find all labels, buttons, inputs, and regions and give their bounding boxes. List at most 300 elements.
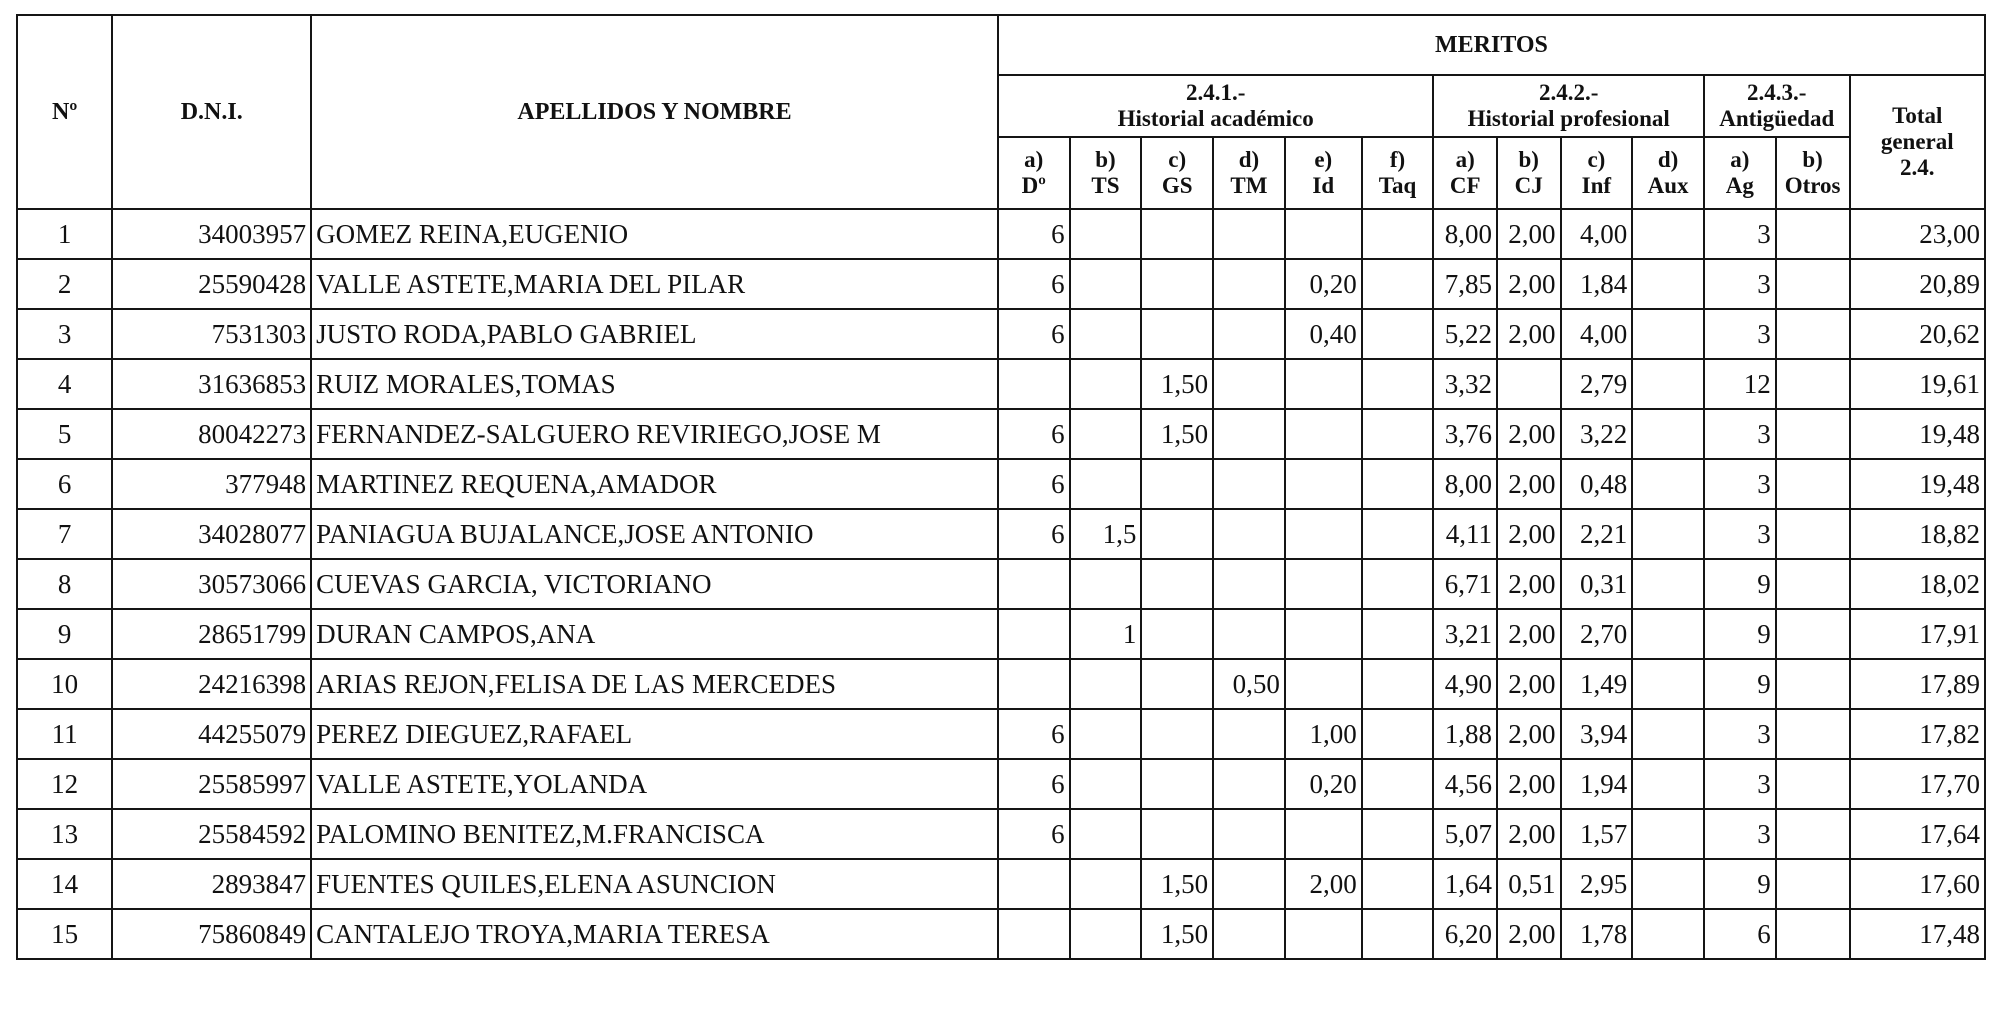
table-row	[17, 909, 1985, 959]
table-row	[17, 459, 1985, 509]
row-score-cell	[1362, 459, 1434, 509]
header-historial-profesional	[1433, 75, 1704, 137]
row-score-cell: 0,20	[1285, 259, 1362, 309]
row-number: 10	[17, 659, 112, 709]
header-meritos: MERITOS	[998, 15, 1985, 75]
column-header-abbr: Id	[1312, 173, 1335, 198]
row-score-cell	[1776, 209, 1850, 259]
row-score-cell: 1,50	[1141, 859, 1213, 909]
row-total: 17,89	[1850, 659, 1985, 709]
row-score-cell	[1213, 559, 1285, 609]
row-score-cell: 2,79	[1561, 359, 1633, 409]
column-header-letter: d)	[1238, 147, 1260, 173]
row-score-cell	[1362, 359, 1434, 409]
table-row	[17, 609, 1985, 659]
row-score-cell	[998, 659, 1070, 709]
row-score-cell: 6	[998, 409, 1070, 459]
row-score-cell: 0,31	[1561, 559, 1633, 609]
row-score-cell: 2,00	[1497, 709, 1561, 759]
row-score-cell	[1213, 509, 1285, 559]
row-score-cell	[1362, 209, 1434, 259]
row-score-cell	[1362, 909, 1434, 959]
row-score-cell	[1141, 309, 1213, 359]
column-header-6	[1433, 137, 1497, 209]
table-row	[17, 259, 1985, 309]
row-score-cell: 9	[1704, 609, 1776, 659]
row-score-cell	[1213, 709, 1285, 759]
row-total: 17,64	[1850, 809, 1985, 859]
row-score-cell: 2,00	[1497, 909, 1561, 959]
header-historial-profesional-title: Historial profesional	[1467, 106, 1670, 131]
row-name: VALLE ASTETE,MARIA DEL PILAR	[311, 259, 998, 309]
row-score-cell: 12	[1704, 359, 1776, 409]
row-dni: 34003957	[112, 209, 311, 259]
row-dni: 7531303	[112, 309, 311, 359]
column-header-letter: a)	[1455, 147, 1475, 173]
row-score-cell	[1285, 209, 1362, 259]
row-score-cell	[1285, 559, 1362, 609]
row-score-cell	[1285, 409, 1362, 459]
column-header-3	[1213, 137, 1285, 209]
row-score-cell	[1285, 359, 1362, 409]
column-header-letter: c)	[1587, 147, 1606, 173]
table-row	[17, 659, 1985, 709]
row-name: PANIAGUA BUJALANCE,JOSE ANTONIO	[311, 509, 998, 559]
row-score-cell: 3	[1704, 509, 1776, 559]
row-number: 6	[17, 459, 112, 509]
row-total: 19,48	[1850, 459, 1985, 509]
row-score-cell	[1776, 459, 1850, 509]
row-score-cell	[1632, 809, 1704, 859]
column-header-abbr: Otros	[1784, 173, 1841, 198]
row-score-cell: 0,48	[1561, 459, 1633, 509]
row-score-cell: 2,70	[1561, 609, 1633, 659]
row-score-cell: 2,00	[1497, 409, 1561, 459]
row-score-cell: 9	[1704, 859, 1776, 909]
row-score-cell: 3	[1704, 209, 1776, 259]
merits-sheet	[16, 14, 1986, 960]
row-score-cell	[1285, 609, 1362, 659]
row-score-cell: 3	[1704, 309, 1776, 359]
table-row	[17, 809, 1985, 859]
table-row	[17, 409, 1985, 459]
row-score-cell	[1141, 759, 1213, 809]
row-score-cell: 0,51	[1497, 859, 1561, 909]
row-score-cell: 1,50	[1141, 409, 1213, 459]
row-score-cell	[1070, 259, 1142, 309]
row-score-cell	[1213, 609, 1285, 659]
row-score-cell	[1776, 509, 1850, 559]
row-score-cell: 4,90	[1433, 659, 1497, 709]
row-dni: 25585997	[112, 759, 311, 809]
row-score-cell: 1,00	[1285, 709, 1362, 759]
row-score-cell	[1070, 809, 1142, 859]
row-score-cell: 2,00	[1285, 859, 1362, 909]
column-header-abbr: Inf	[1581, 173, 1612, 198]
row-score-cell	[1141, 659, 1213, 709]
row-name: RUIZ MORALES,TOMAS	[311, 359, 998, 409]
column-header-abbr: Taq	[1378, 173, 1417, 198]
header-antiguedad-code: 2.4.3.-	[1747, 80, 1807, 106]
row-score-cell	[1070, 759, 1142, 809]
row-score-cell: 2,00	[1497, 809, 1561, 859]
row-score-cell	[1213, 859, 1285, 909]
row-score-cell	[1213, 809, 1285, 859]
row-score-cell	[1141, 559, 1213, 609]
row-score-cell	[1285, 459, 1362, 509]
row-score-cell: 6	[998, 459, 1070, 509]
row-score-cell: 0,40	[1285, 309, 1362, 359]
row-score-cell	[1632, 509, 1704, 559]
row-score-cell	[1776, 809, 1850, 859]
row-score-cell	[1362, 409, 1434, 459]
row-dni: 2893847	[112, 859, 311, 909]
row-score-cell	[1141, 209, 1213, 259]
row-score-cell: 2,00	[1497, 759, 1561, 809]
row-score-cell	[1776, 359, 1850, 409]
row-score-cell	[1632, 859, 1704, 909]
row-score-cell: 2,00	[1497, 559, 1561, 609]
row-name: DURAN CAMPOS,ANA	[311, 609, 998, 659]
row-number: 15	[17, 909, 112, 959]
row-score-cell: 3	[1704, 809, 1776, 859]
row-score-cell: 3	[1704, 759, 1776, 809]
row-score-cell	[1070, 859, 1142, 909]
row-score-cell	[1141, 709, 1213, 759]
row-score-cell	[1362, 609, 1434, 659]
column-header-abbr: CF	[1449, 173, 1481, 198]
row-score-cell	[1070, 709, 1142, 759]
row-score-cell: 2,00	[1497, 309, 1561, 359]
column-header-5	[1362, 137, 1434, 209]
table-row	[17, 209, 1985, 259]
row-name: FUENTES QUILES,ELENA ASUNCION	[311, 859, 998, 909]
row-score-cell: 3,21	[1433, 609, 1497, 659]
header-antiguedad	[1704, 75, 1850, 137]
row-score-cell: 1,57	[1561, 809, 1633, 859]
column-header-abbr: GS	[1161, 173, 1193, 198]
row-score-cell	[1362, 259, 1434, 309]
row-score-cell	[1632, 209, 1704, 259]
column-header-letter: b)	[1095, 147, 1116, 173]
column-header-letter: e)	[1314, 147, 1333, 173]
row-score-cell: 6	[1704, 909, 1776, 959]
row-score-cell	[1362, 509, 1434, 559]
row-name: PALOMINO BENITEZ,M.FRANCISCA	[311, 809, 998, 859]
row-score-cell: 0,50	[1213, 659, 1285, 709]
row-number: 4	[17, 359, 112, 409]
row-score-cell: 1,94	[1561, 759, 1633, 809]
row-score-cell: 9	[1704, 559, 1776, 609]
row-total: 18,82	[1850, 509, 1985, 559]
row-score-cell: 2,00	[1497, 259, 1561, 309]
header-n: Nº	[17, 15, 112, 209]
row-score-cell	[1632, 609, 1704, 659]
row-score-cell: 5,22	[1433, 309, 1497, 359]
row-dni: 24216398	[112, 659, 311, 709]
header-historial-profesional-code: 2.4.2.-	[1538, 80, 1599, 106]
column-header-10	[1704, 137, 1776, 209]
row-score-cell: 3,32	[1433, 359, 1497, 409]
column-header-11	[1776, 137, 1850, 209]
column-header-8	[1561, 137, 1633, 209]
row-score-cell: 1,64	[1433, 859, 1497, 909]
row-score-cell	[1213, 409, 1285, 459]
row-number: 1	[17, 209, 112, 259]
column-header-abbr: Ag	[1725, 173, 1754, 198]
row-score-cell	[1285, 659, 1362, 709]
row-score-cell	[1362, 309, 1434, 359]
row-score-cell	[1632, 559, 1704, 609]
row-total: 17,82	[1850, 709, 1985, 759]
row-score-cell	[1141, 459, 1213, 509]
row-score-cell	[1776, 909, 1850, 959]
column-header-abbr: Dº	[1021, 173, 1046, 198]
table-row	[17, 359, 1985, 409]
row-total: 17,70	[1850, 759, 1985, 809]
row-score-cell: 1,49	[1561, 659, 1633, 709]
column-header-letter: b)	[1802, 147, 1823, 173]
row-score-cell	[1141, 609, 1213, 659]
row-score-cell	[1776, 259, 1850, 309]
row-score-cell: 4,56	[1433, 759, 1497, 809]
row-score-cell	[998, 909, 1070, 959]
row-score-cell	[1362, 759, 1434, 809]
row-score-cell	[1632, 759, 1704, 809]
row-score-cell: 1	[1070, 609, 1142, 659]
row-dni: 25590428	[112, 259, 311, 309]
row-dni: 25584592	[112, 809, 311, 859]
row-score-cell	[1285, 509, 1362, 559]
row-score-cell	[1776, 859, 1850, 909]
row-score-cell	[1213, 359, 1285, 409]
row-score-cell: 6	[998, 509, 1070, 559]
row-total: 20,62	[1850, 309, 1985, 359]
header-antiguedad-title: Antigüedad	[1719, 106, 1835, 131]
row-number: 8	[17, 559, 112, 609]
column-header-abbr: Aux	[1647, 173, 1689, 198]
table-header	[17, 15, 1985, 209]
row-dni: 34028077	[112, 509, 311, 559]
row-score-cell	[1632, 459, 1704, 509]
row-score-cell	[1070, 359, 1142, 409]
row-total: 19,48	[1850, 409, 1985, 459]
row-score-cell: 4,00	[1561, 209, 1633, 259]
table-row	[17, 759, 1985, 809]
column-header-0	[998, 137, 1070, 209]
row-number: 14	[17, 859, 112, 909]
row-score-cell	[998, 359, 1070, 409]
row-total: 17,60	[1850, 859, 1985, 909]
header-historial-academico	[998, 75, 1434, 137]
header-total	[1850, 75, 1985, 209]
row-score-cell	[1141, 259, 1213, 309]
row-number: 12	[17, 759, 112, 809]
row-score-cell	[1632, 359, 1704, 409]
row-score-cell: 2,00	[1497, 509, 1561, 559]
header-name: APELLIDOS Y NOMBRE	[311, 15, 998, 209]
row-score-cell: 3,94	[1561, 709, 1633, 759]
row-score-cell: 9	[1704, 659, 1776, 709]
row-score-cell	[1362, 809, 1434, 859]
column-header-letter: c)	[1168, 147, 1187, 173]
row-number: 3	[17, 309, 112, 359]
row-name: MARTINEZ REQUENA,AMADOR	[311, 459, 998, 509]
row-score-cell	[1213, 909, 1285, 959]
table-body	[17, 209, 1985, 959]
row-dni: 377948	[112, 459, 311, 509]
row-score-cell	[1070, 309, 1142, 359]
header-dni: D.N.I.	[112, 15, 311, 209]
row-score-cell: 1,50	[1141, 909, 1213, 959]
row-score-cell: 6	[998, 259, 1070, 309]
row-score-cell	[1632, 409, 1704, 459]
row-score-cell: 3,76	[1433, 409, 1497, 459]
row-dni: 44255079	[112, 709, 311, 759]
row-name: CANTALEJO TROYA,MARIA TERESA	[311, 909, 998, 959]
column-header-1	[1070, 137, 1142, 209]
row-score-cell: 3	[1704, 459, 1776, 509]
row-score-cell	[1776, 309, 1850, 359]
row-score-cell: 6	[998, 809, 1070, 859]
row-score-cell	[998, 859, 1070, 909]
row-score-cell: 2,00	[1497, 209, 1561, 259]
row-score-cell	[1070, 409, 1142, 459]
row-total: 23,00	[1850, 209, 1985, 259]
row-name: GOMEZ REINA,EUGENIO	[311, 209, 998, 259]
row-score-cell: 1,78	[1561, 909, 1633, 959]
row-score-cell: 1,84	[1561, 259, 1633, 309]
table-row	[17, 309, 1985, 359]
row-score-cell	[1776, 559, 1850, 609]
row-score-cell	[1776, 409, 1850, 459]
row-score-cell	[1213, 759, 1285, 809]
row-score-cell	[1632, 709, 1704, 759]
row-score-cell: 6	[998, 309, 1070, 359]
header-total-line2: general	[1880, 129, 1954, 155]
column-header-2	[1141, 137, 1213, 209]
row-number: 11	[17, 709, 112, 759]
row-score-cell	[1362, 559, 1434, 609]
row-score-cell	[1497, 359, 1561, 409]
row-dni: 28651799	[112, 609, 311, 659]
row-score-cell	[1070, 559, 1142, 609]
row-name: ARIAS REJON,FELISA DE LAS MERCEDES	[311, 659, 998, 709]
row-score-cell	[1776, 609, 1850, 659]
row-score-cell: 0,20	[1285, 759, 1362, 809]
row-score-cell: 2,21	[1561, 509, 1633, 559]
row-score-cell	[1070, 459, 1142, 509]
row-score-cell: 4,00	[1561, 309, 1633, 359]
row-score-cell: 6,20	[1433, 909, 1497, 959]
table-row	[17, 559, 1985, 609]
row-name: PEREZ DIEGUEZ,RAFAEL	[311, 709, 998, 759]
row-score-cell	[1213, 259, 1285, 309]
row-dni: 30573066	[112, 559, 311, 609]
row-score-cell	[1141, 809, 1213, 859]
row-score-cell: 3	[1704, 409, 1776, 459]
row-score-cell	[1070, 209, 1142, 259]
row-total: 19,61	[1850, 359, 1985, 409]
column-header-letter: b)	[1518, 147, 1539, 173]
column-header-letter: d)	[1657, 147, 1679, 173]
column-header-7	[1497, 137, 1561, 209]
row-score-cell: 2,00	[1497, 459, 1561, 509]
row-score-cell	[998, 559, 1070, 609]
column-header-letter: a)	[1730, 147, 1750, 173]
row-score-cell	[1362, 859, 1434, 909]
row-number: 7	[17, 509, 112, 559]
row-total: 17,91	[1850, 609, 1985, 659]
row-dni: 31636853	[112, 359, 311, 409]
row-score-cell	[1362, 709, 1434, 759]
row-dni: 75860849	[112, 909, 311, 959]
header-historial-academico-title: Historial académico	[1117, 106, 1314, 131]
column-header-abbr: CJ	[1514, 173, 1543, 198]
row-score-cell	[1362, 659, 1434, 709]
row-score-cell: 2,00	[1497, 659, 1561, 709]
row-score-cell	[1213, 309, 1285, 359]
row-score-cell: 6,71	[1433, 559, 1497, 609]
row-total: 20,89	[1850, 259, 1985, 309]
row-score-cell	[1632, 259, 1704, 309]
row-score-cell: 3	[1704, 709, 1776, 759]
row-name: FERNANDEZ-SALGUERO REVIRIEGO,JOSE M	[311, 409, 998, 459]
table-row	[17, 709, 1985, 759]
row-score-cell	[1632, 659, 1704, 709]
header-historial-academico-code: 2.4.1.-	[1185, 80, 1246, 106]
row-score-cell	[1285, 809, 1362, 859]
row-score-cell: 8,00	[1433, 209, 1497, 259]
row-total: 18,02	[1850, 559, 1985, 609]
row-score-cell	[1285, 909, 1362, 959]
row-score-cell	[1632, 909, 1704, 959]
table-row	[17, 509, 1985, 559]
row-score-cell: 1,5	[1070, 509, 1142, 559]
row-score-cell	[998, 609, 1070, 659]
row-name: JUSTO RODA,PABLO GABRIEL	[311, 309, 998, 359]
column-header-letter: f)	[1389, 147, 1406, 173]
row-score-cell: 2,00	[1497, 609, 1561, 659]
row-score-cell: 3	[1704, 259, 1776, 309]
row-score-cell: 7,85	[1433, 259, 1497, 309]
row-score-cell: 1,50	[1141, 359, 1213, 409]
row-score-cell	[1776, 709, 1850, 759]
table-row	[17, 859, 1985, 909]
column-header-letter: a)	[1024, 147, 1044, 173]
row-number: 9	[17, 609, 112, 659]
row-score-cell: 6	[998, 709, 1070, 759]
row-total: 17,48	[1850, 909, 1985, 959]
row-name: CUEVAS GARCIA, VICTORIANO	[311, 559, 998, 609]
row-score-cell	[1776, 759, 1850, 809]
column-header-abbr: TS	[1091, 173, 1120, 198]
row-number: 5	[17, 409, 112, 459]
row-score-cell	[1213, 459, 1285, 509]
row-dni: 80042273	[112, 409, 311, 459]
row-score-cell	[1632, 309, 1704, 359]
row-score-cell: 6	[998, 759, 1070, 809]
column-header-9	[1632, 137, 1704, 209]
row-score-cell	[1141, 509, 1213, 559]
row-score-cell: 2,95	[1561, 859, 1633, 909]
merits-table	[16, 14, 1986, 960]
row-score-cell	[1070, 659, 1142, 709]
row-name: VALLE ASTETE,YOLANDA	[311, 759, 998, 809]
column-header-4	[1285, 137, 1362, 209]
header-total-line3: 2.4.	[1900, 154, 1935, 180]
row-score-cell: 3,22	[1561, 409, 1633, 459]
